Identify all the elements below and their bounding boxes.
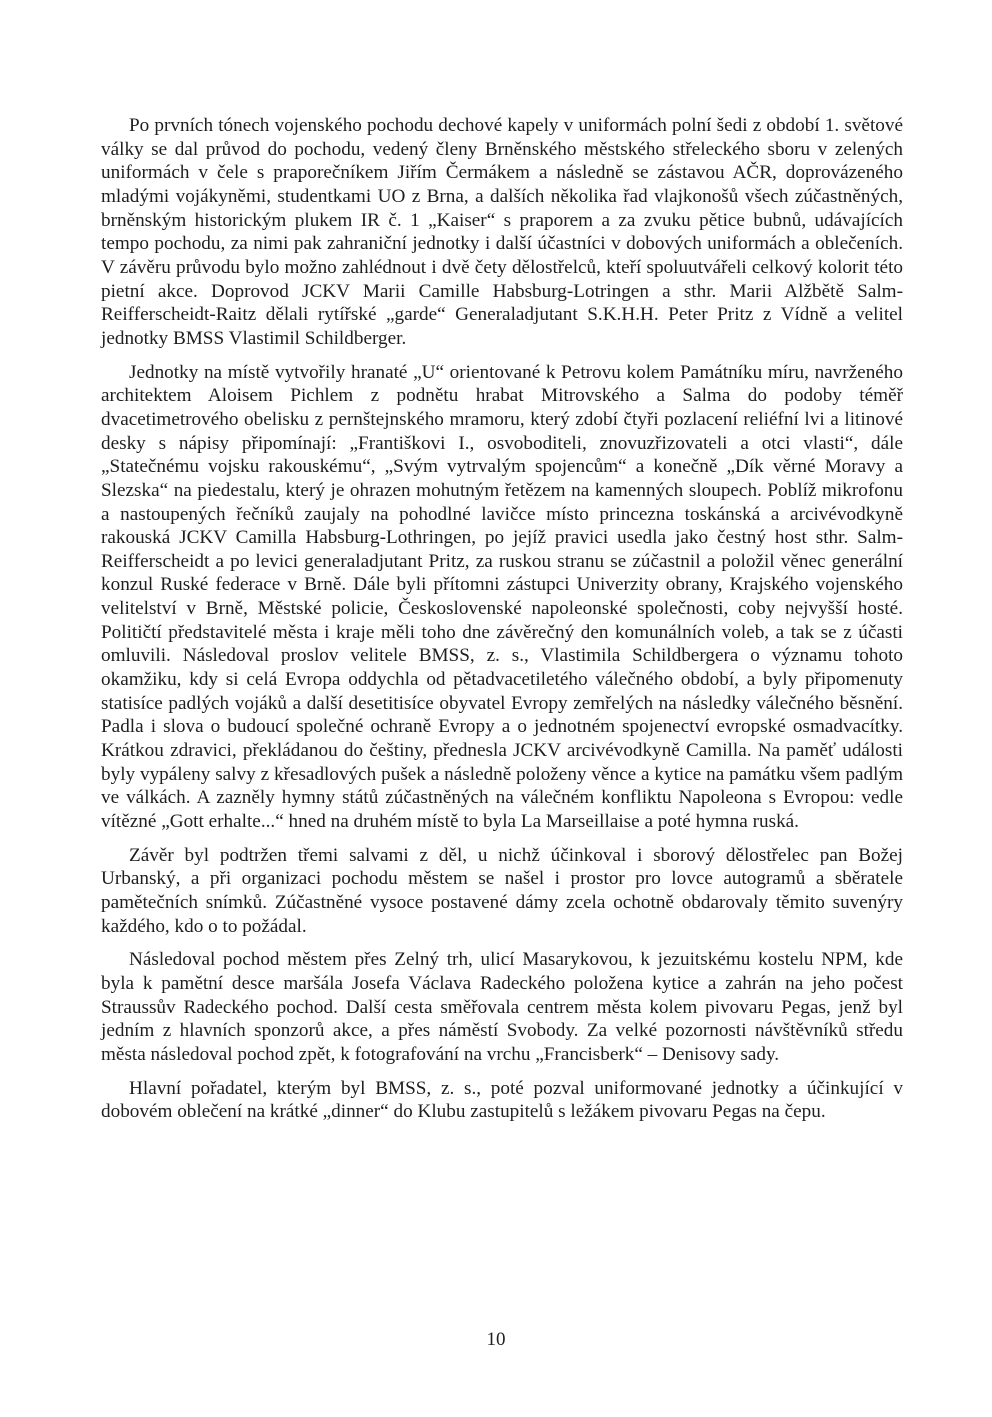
paragraph-march-through-city: Následoval pochod městem přes Zelný trh, ulicí Masarykovou, k jezuitskému kostelu NPM, kde byla k pamětní desce maršála Josefa Václava Radeckého položena kytice a zahrán na jeho počest Straussův Radeckého pochod. Další cesta směřovala centrem města kolem pivovaru Pegas, jenž byl jedním z hlavních sponzorů akce, a přes náměstí Svobody. Za velké pozornosti návštěvníků středu města následoval pochod zpět, k fotografování na vrchu „Francisberk“ – Denisovy sady.	[101, 949, 903, 1065]
paragraph-procession: Po prvních tónech vojenského pochodu dechové kapely v uniformách polní šedi z období 1. světové války se dal průvod do pochodu, vedený členy Brněnského městského střeleckého sboru v zelených uniformách v čele s praporečníkem Jiřím Čermákem a následně se zástavou AČR, doprovázeného mladými vojákyněmi, studentkami UO z Brna, a dalších několika řad vlajkonošů všech zúčastněných, brněnským historickým plukem IR č. 1 „Kaiser“ s praporem a za zvuku pětice bubnů, udávajících tempo pochodu, za nimi pak zahraniční jednotky i další účastníci v dobových uniformách a oblečeních. V závěru průvodu bylo možno zahlédnout i dvě čety dělostřelců, kteří spoluutvářeli celkový kolorit této pietní akce. Doprovod JCKV Marii Camille Habsburg-Lotringen a sthr. Marii Alžbětě Salm-Reifferscheidt-Raitz dělali rytířské „garde“ Generaladjutant S.K.H.H. Peter Pritz z Vídně a velitel jednotky BMSS Vlastimil Schildberger.	[101, 115, 903, 349]
page-number: 10	[486, 1329, 506, 1350]
paragraph-salvos-autographs: Závěr byl podtržen třemi salvami z děl, u nichž účinkoval i sborový dělostřelec pan Božej Urbanský, a při organizaci pochodu městem se našel i prostor pro lovce autogramů a sběratele pamětečních snímků. Zúčastněné vysoce postavené dámy zcela ochotně obdarovaly těmito suvenýry každého, kdo o to požádal.	[101, 844, 903, 937]
paragraph-monument-ceremony: Jednotky na místě vytvořily hranaté „U“ orientované k Petrovu kolem Památníku míru, navrženého architektem Aloisem Pichlem z podnětu hrabat Mitrovského a Salma do podoby téměř dvacetimetrového obelisku z pernštejnského mramoru, který zdobí čtyři pozlacení reliéfní lvi a litinové desky s nápisy připomínají: „Františkovi I., osvoboditeli, znovuzřizovateli a otci vlasti“, dále „Statečnému vojsku rakouskému“, „Svým vytrvalým spojencům“ a konečně „Dík věrné Moravy a Slezska“ na piedestalu, který je ohrazen mohutným řetězem na kamenných sloupech. Poblíž mikrofonu a nastoupených řečníků zaujaly na pohodlné lavičce místo princezna toskánská a arcivévodkyně rakouská JCKV Camilla Habsburg-Lothringen, po jejíž pravici usedla jako čestný host sthr. Salm-Reifferscheidt a po levici generaladjutant Pritz, za ruskou stranu se zúčastnil a položil věnec generální konzul Ruské federace v Brně. Dále byli přítomni zástupci Univerzity obrany, Krajského vojenského velitelství v Brně, Městské policie, Československé napoleonské společnosti, coby nejvyšší hosté. Političtí představitelé města i kraje měli toho dne závěrečný den komunálních voleb, a tak se z účasti omluvili. Následoval proslov velitele BMSS, z. s., Vlastimila Schildbergera o významu tohoto okamžiku, kdy si celá Evropa oddychla od pětadvacetiletého válečného období, a byly připomenuty statisíce padlých vojáků a další desetitisíce obyvatel Evropy zemřelých na následky válečného běsnění. Padla i slova o budoucí společné ochraně Evropy a o jednotném spojenectví evropské osmadvacítky. Krátkou zdravici, překládanou do češtiny, přednesla JCKV arcivévodkyně Camilla. Na paměť události byly vypáleny salvy z křesadlových pušek a následně položeny věnce a kytice na památku všem padlým ve válkách. A zazněly hymny států zúčastněných na válečném konfliktu Napoleona s Evropou: vedle vítězné „Gott erhalte...“ hned na druhém místě to byla La Marseillaise a poté hymna ruská.	[101, 361, 903, 833]
page-body	[101, 114, 903, 1134]
paragraph-dinner: Hlavní pořadatel, kterým byl BMSS, z. s., poté pozval uniformované jednotky a účinkující v dobovém oblečení na krátké „dinner“ do Klubu zastupitelů s ležákem pivovaru Pegas na čepu.	[101, 1077, 903, 1123]
